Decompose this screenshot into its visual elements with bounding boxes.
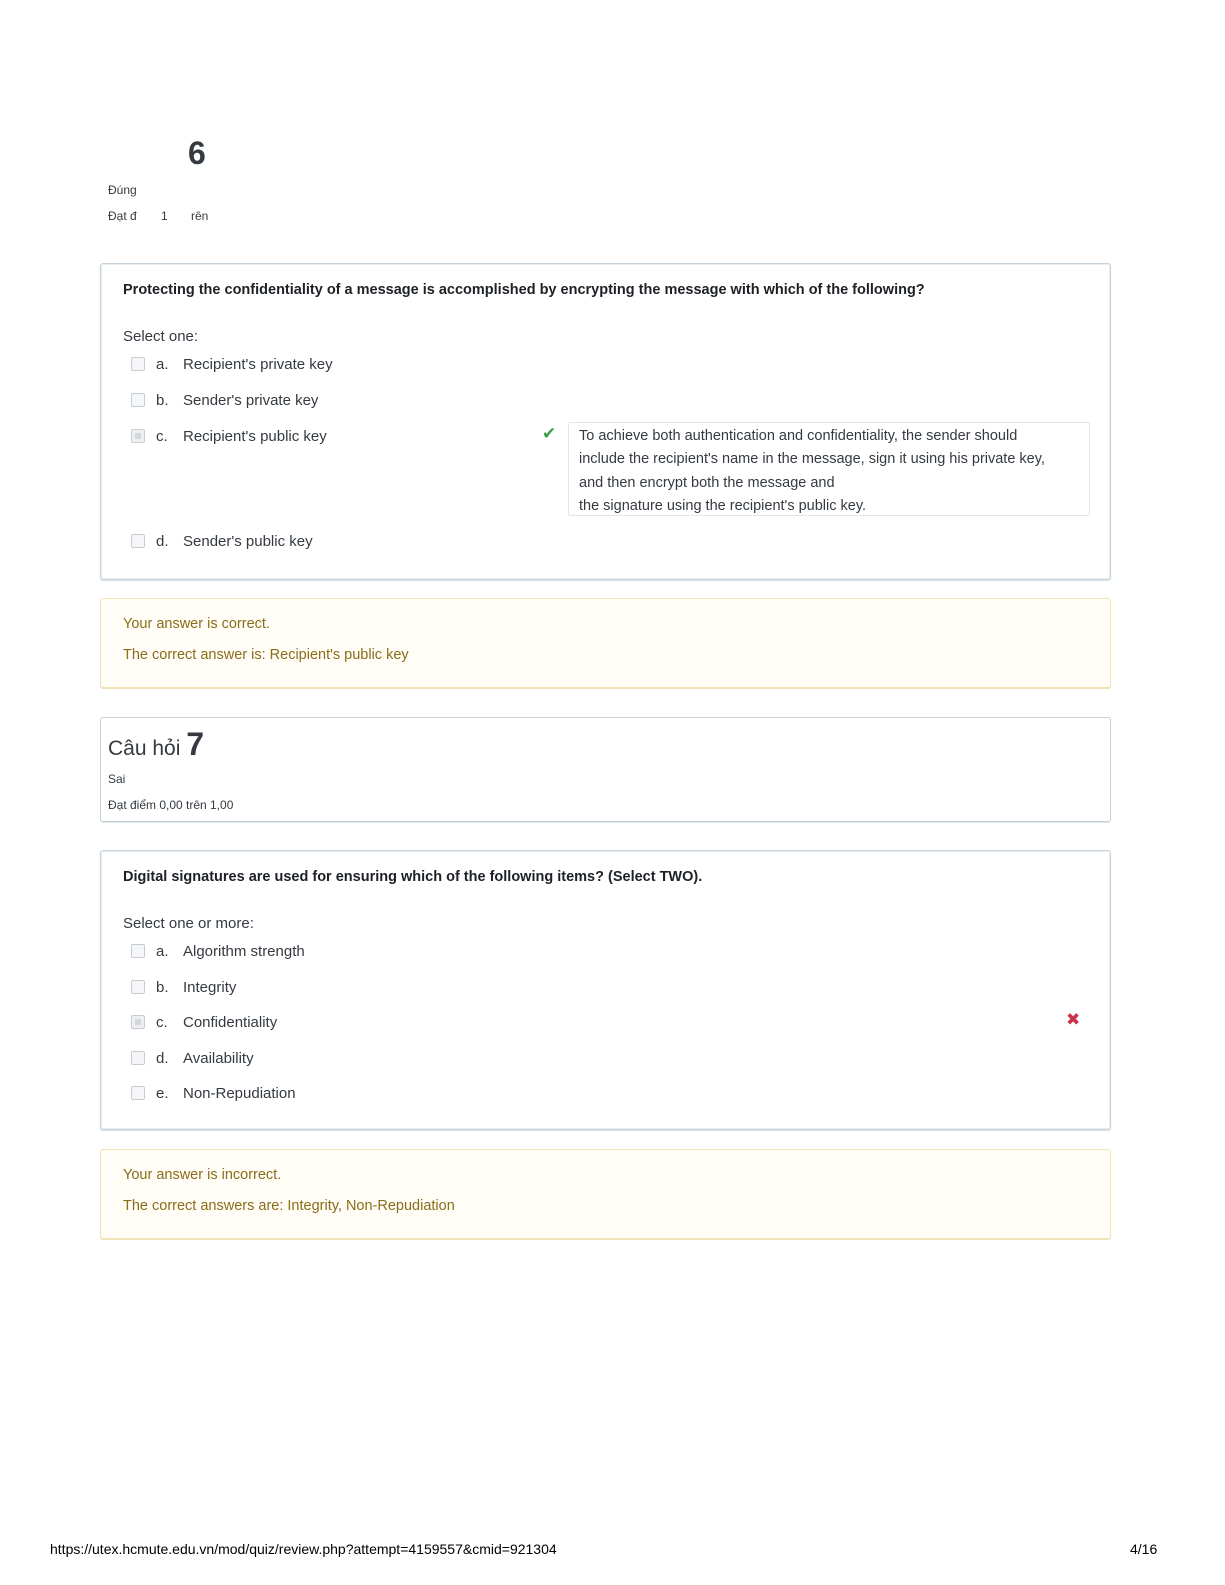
option-letter: b. [156,978,169,996]
option-checkbox[interactable] [131,429,145,443]
option-label: Sender's private key [183,391,319,409]
option-label: Non-Repudiation [183,1084,296,1102]
grade-part: rên [191,209,209,223]
outcome-result: Your answer is correct. [123,616,270,632]
question-number-value: 7 [186,726,205,762]
question-7-formulation [100,850,1111,1130]
answer-option-c[interactable] [131,425,327,447]
answer-option-b[interactable] [131,389,318,411]
option-letter: a. [156,942,169,960]
option-label: Recipient's public key [183,427,327,445]
question-state: Sai [108,772,126,786]
question-6-formulation [100,263,1111,580]
option-label: Integrity [183,978,237,996]
option-label: Algorithm strength [183,942,305,960]
answer-option-c[interactable] [131,1011,277,1033]
outcome-result: Your answer is incorrect. [123,1167,282,1183]
question-state: Đúng [108,183,137,197]
option-checkbox[interactable] [131,357,145,371]
question-grade [108,209,208,223]
option-checkbox[interactable] [131,393,145,407]
feedback-line: and then encrypt both the message and [579,474,835,491]
option-label: Recipient's private key [183,355,333,373]
feedback-line: To achieve both authentication and confidentiality, the sender should [579,428,1018,444]
option-letter: e. [156,1084,169,1102]
answer-prompt: Select one or more: [123,915,254,932]
question-text: Digital signatures are used for ensuring which of the following items? (Select TWO). [123,869,703,885]
specific-feedback [568,422,1090,516]
option-label: Confidentiality [183,1013,278,1031]
option-checkbox[interactable] [131,1051,145,1065]
option-checkbox[interactable] [131,980,145,994]
option-label: Availability [183,1049,254,1067]
answer-option-b[interactable] [131,976,236,998]
option-label: Sender's public key [183,532,313,550]
cross-icon: ✖ [1066,1010,1081,1029]
question-7-outcome [100,1149,1111,1239]
option-checkbox[interactable] [131,1086,145,1100]
answer-option-d[interactable] [131,1047,254,1069]
feedback-line: the signature using the recipient's public key. [579,497,867,514]
correct-answer-text: The correct answers are: Integrity, Non-Repudiation [123,1198,455,1214]
answer-prompt: Select one: [123,328,199,345]
answer-option-e[interactable] [131,1082,296,1104]
feedback-line: include the recipient's name in the message, sign it using his private key, [579,451,1045,468]
page-number: 4/16 [1130,1541,1158,1557]
question-grade: Đạt điểm 0,00 trên 1,00 [108,798,234,812]
question-text: Protecting the confidentiality of a message is accomplished by encrypting the message with which of the following? [123,282,925,298]
option-letter: d. [156,532,169,550]
question-6-outcome [100,598,1111,688]
answer-option-a[interactable] [131,940,305,962]
grade-part: 1 [161,209,168,223]
option-checkbox[interactable] [131,1015,145,1029]
option-letter: c. [156,427,168,445]
question-number [108,726,204,763]
question-label: Câu hỏi [108,737,181,760]
answer-option-d[interactable] [131,530,313,552]
question-7-info [100,717,1111,822]
check-icon: ✔ [542,424,557,443]
option-letter: a. [156,355,169,373]
option-letter: d. [156,1049,169,1067]
correct-answer-text: The correct answer is: Recipient's public key [123,647,409,663]
page-url: https://utex.hcmute.edu.vn/mod/quiz/review.php?attempt=4159557&cmid=921304 [50,1541,557,1557]
question-number: 6 [188,135,206,171]
option-letter: b. [156,391,169,409]
option-checkbox[interactable] [131,944,145,958]
option-letter: c. [156,1013,168,1031]
option-checkbox[interactable] [131,534,145,548]
answer-option-a[interactable] [131,353,333,375]
question-6-info [108,135,408,235]
grade-part: Đạt đ [108,209,137,223]
